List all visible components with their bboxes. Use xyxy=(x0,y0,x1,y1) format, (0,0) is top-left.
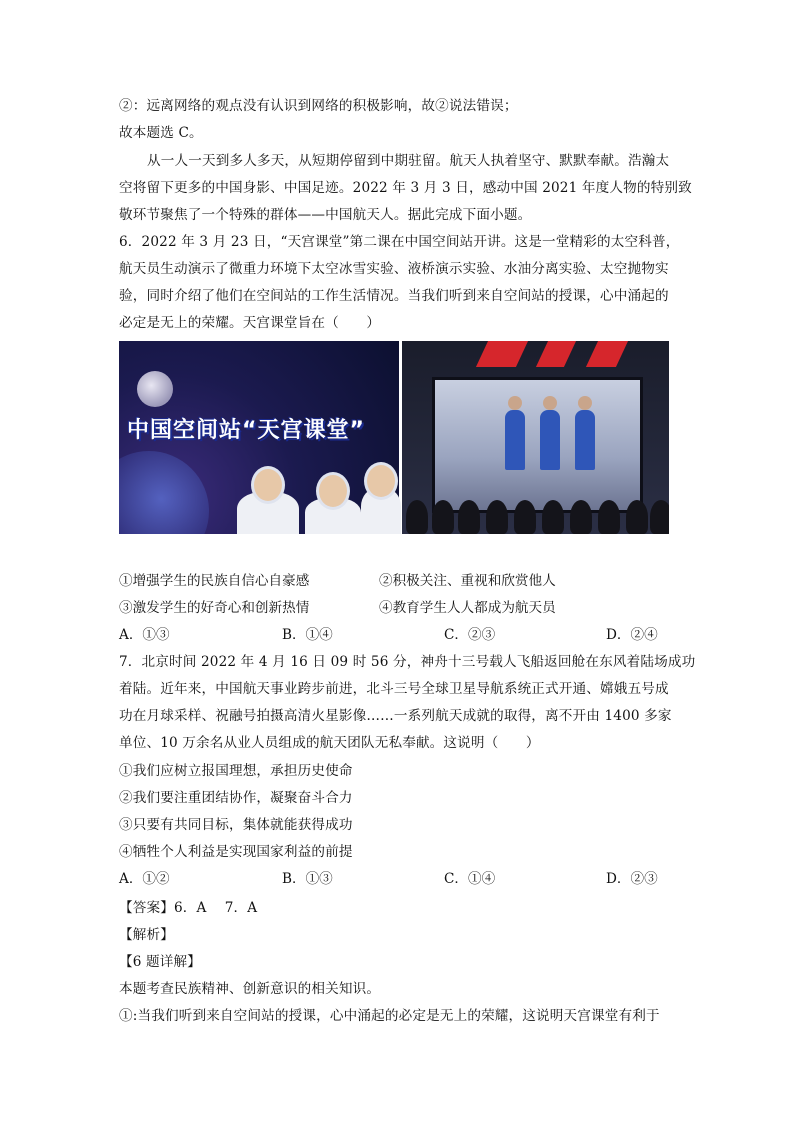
explanation-line: 本题考查民族精神、创新意识的相关知识。 xyxy=(119,981,381,997)
choice-c: C．①④ xyxy=(444,871,496,887)
astronaut-figure xyxy=(361,488,401,534)
statement-3: ③激发学生的好奇心和创新热情 xyxy=(119,600,310,616)
question-7-stem: 单位、10 万余名从业人员组成的航天团队无私奉献。这说明（ ） xyxy=(119,735,540,751)
moon-graphic xyxy=(137,371,173,407)
question-6-stem: 必定是无上的荣耀。天宫课堂旨在（ ） xyxy=(119,315,381,331)
classroom-photo-panel xyxy=(402,341,669,534)
statement-2: ②我们要注重团结协作，凝聚奋斗合力 xyxy=(119,790,353,806)
choice-d: D．②④ xyxy=(606,627,658,643)
astronaut-figure xyxy=(237,492,299,534)
question-6-stem: 验，同时介绍了他们在空间站的工作生活情况。当我们听到来自空间站的授课，心中涌起的 xyxy=(119,288,669,304)
question-6-stem: 6．2022 年 3 月 23 日，“天宫课堂”第二课在中国空间站开讲。这是一堂精彩的太空科普， xyxy=(119,234,680,250)
astronaut-figure xyxy=(305,498,361,534)
decor-stripe xyxy=(476,341,528,367)
paragraph-line: 空将留下更多的中国身影、中国足迹。2022 年 3 月 3 日，感动中国 2021 年度人物的特别致 xyxy=(119,180,692,196)
paragraph-line: 敬环节聚焦了一个特殊的群体——中国航天人。据此完成下面小题。 xyxy=(119,207,532,223)
question-7-stem: 着陆。近年来，中国航天事业跨步前进，北斗三号全球卫星导航系统正式开通、嫦娥五号成 xyxy=(119,681,669,697)
decor-stripe xyxy=(536,341,576,367)
paragraph-line: 从一人一天到多人多天，从短期停留到中期驻留。航天人执着坚守、默默奉献。浩瀚太 xyxy=(147,153,670,169)
tiangong-banner-panel xyxy=(119,341,399,534)
detail-heading: 【6 题详解】 xyxy=(119,954,201,970)
statement-1: ①我们应树立报国理想，承担历史使命 xyxy=(119,763,353,779)
crew-member xyxy=(575,410,595,470)
choice-c: C．②③ xyxy=(444,627,496,643)
decor-stripe xyxy=(586,341,628,367)
banner-title: 中国空间站“天宫课堂” xyxy=(127,418,365,443)
question-7-stem: 功在月球采样、祝融号拍摄高清火星影像……一系列航天成就的取得，离不开由 1400 多家 xyxy=(119,708,672,724)
choice-a: A．①② xyxy=(119,871,170,887)
statement-4: ④牺牲个人利益是实现国家利益的前提 xyxy=(119,844,353,860)
text-line: 故本题选 C。 xyxy=(119,125,203,141)
statement-3: ③只要有共同目标，集体就能获得成功 xyxy=(119,817,353,833)
choice-b: B．①④ xyxy=(282,627,333,643)
crew-member xyxy=(505,410,525,470)
explanation-line: ①:当我们听到来自空间站的授课，心中涌起的必定是无上的荣耀，这说明天宫课堂有利于 xyxy=(119,1008,660,1024)
audience-silhouettes xyxy=(402,492,669,534)
analysis-heading: 【解析】 xyxy=(119,927,174,943)
crew-member xyxy=(540,410,560,470)
text-line: ②：远离网络的观点没有认识到网络的积极影响，故②说法错误； xyxy=(119,98,518,114)
planet-graphic xyxy=(119,451,209,534)
question-7-stem: 7．北京时间 2022 年 4 月 16 日 09 时 56 分，神舟十三号载人飞船返回舱在东风着陆场成功 xyxy=(119,654,696,670)
choice-a: A．①③ xyxy=(119,627,170,643)
choice-d: D．②③ xyxy=(606,871,658,887)
statement-2: ②积极关注、重视和欣赏他人 xyxy=(379,573,556,589)
tiangong-classroom-image xyxy=(119,341,669,534)
answer-label: 【答案】6．A 7．A xyxy=(119,900,258,916)
question-6-stem: 航天员生动演示了微重力环境下太空冰雪实验、液桥演示实验、水油分离实验、太空抛物实 xyxy=(119,261,669,277)
statement-1: ①增强学生的民族自信心自豪感 xyxy=(119,573,310,589)
choice-b: B．①③ xyxy=(282,871,333,887)
statement-4: ④教育学生人人都成为航天员 xyxy=(379,600,556,616)
